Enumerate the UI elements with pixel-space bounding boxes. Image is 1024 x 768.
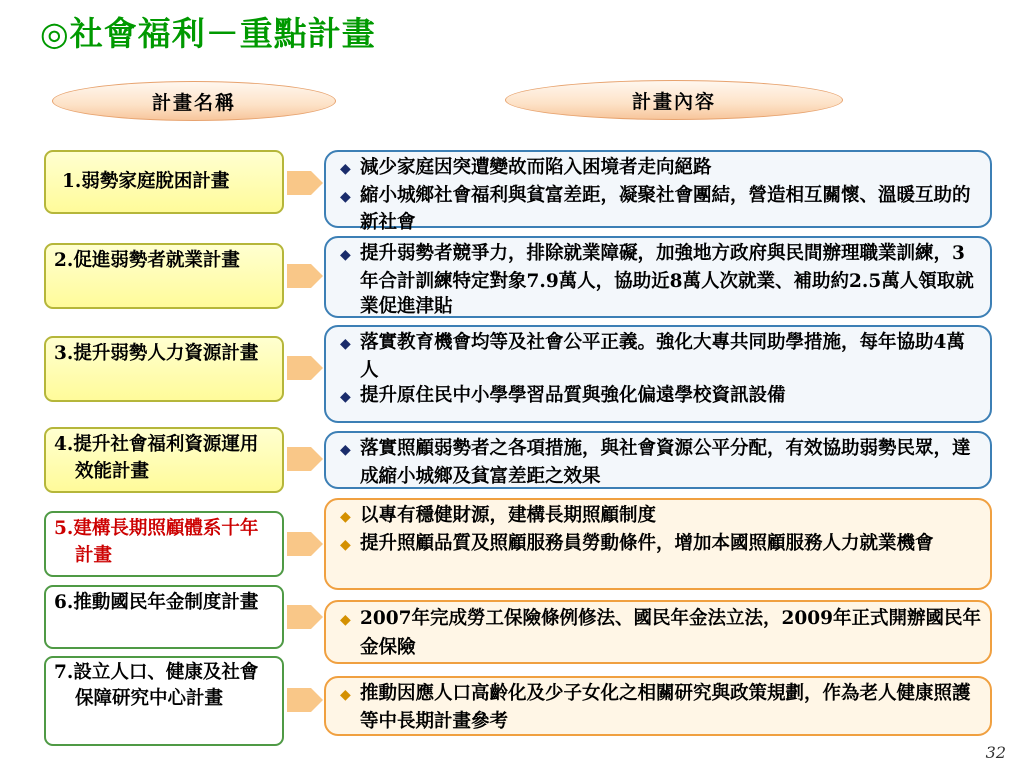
plan-6-bullet-1: 2007年完成勞工保險條例修法、國民年金法立法，2009年正式開辦國民年金保險: [360, 608, 981, 658]
plan-5-bullet-1: 以專有穩健財源，建構長期照顧制度: [360, 505, 657, 526]
plan-name-7-label: 7.設立人口、健康及社會保障研究中心計畫: [54, 662, 259, 709]
plan-content-2: [324, 236, 992, 318]
plan-3-bullet-1: 落實教育機會均等及社會公平正義。強化大專共同助學措施，每年協助4萬人: [360, 332, 965, 381]
diamond-bullet-icon: ◆: [340, 188, 351, 205]
plan-7-bullet-1: 推動因應人口高齡化及少子女化之相關研究與政策規劃，作為老人健康照護等中長期計畫參考: [360, 683, 971, 732]
diamond-bullet-icon: ◆: [340, 536, 351, 553]
plan-2-bullet-1: 提升弱勢者競爭力，排除就業障礙，加強地方政府與民間辦理職業訓練，3年合計訓練特定對象7.9萬人，協助近8萬人次就業、補助約2.5萬人領取就業促進津貼: [360, 243, 974, 317]
diamond-bullet-icon: ◆: [340, 612, 351, 628]
plan-5-bullet-2: 提升照顧品質及照顧服務員勞動條件，增加本國照顧服務人力就業機會: [360, 532, 934, 554]
plan-name-5: [44, 511, 284, 577]
plan-name-1-label: 1.弱勢家庭脫困計畫: [62, 171, 230, 192]
diamond-bullet-icon: ◆: [340, 247, 351, 263]
diamond-bullet-icon: ◆: [340, 442, 351, 458]
plan-name-3-label: 3.提升弱勢人力資源計畫: [54, 343, 259, 364]
plan-name-5-label: 5.建構長期照顧體系十年計畫: [54, 518, 259, 566]
plan-content-3: [324, 325, 992, 423]
arrow-icon: [285, 682, 325, 718]
plan-3-bullet-2: 提升原住民中小學學習品質與強化偏遠學校資訊設備: [360, 385, 786, 406]
plan-1-bullet-1: 減少家庭因突遭變故而陷入困境者走向絕路: [360, 157, 712, 178]
plan-name-2: [44, 243, 284, 309]
diamond-bullet-icon: ◆: [340, 389, 351, 405]
diamond-bullet-icon: ◆: [340, 687, 351, 703]
plan-name-6: [44, 585, 284, 649]
header-plan-name: 計畫名稱: [52, 81, 336, 121]
plan-content-5: [324, 498, 992, 590]
plan-content-4: [324, 431, 992, 489]
arrow-icon: [285, 441, 325, 477]
header-plan-content: 計畫內容: [505, 80, 843, 120]
plan-name-4: [44, 427, 284, 493]
arrow-icon: [285, 350, 325, 386]
plan-content-7: [324, 676, 992, 736]
plan-1-bullet-2: 縮小城鄉社會福利與貧富差距，凝聚社會團結，營造相互關懷、溫暖互助的新社會: [360, 184, 971, 233]
plan-content-1: [324, 150, 992, 233]
plan-name-6-label: 6.推動國民年金制度計畫: [54, 592, 259, 613]
arrow-icon: [285, 599, 325, 635]
page-title: ◎社會福利－重點計畫: [40, 14, 376, 53]
plan-name-1: [44, 150, 284, 214]
plan-content-6: [324, 600, 992, 664]
arrow-icon: [285, 165, 325, 201]
diamond-bullet-icon: ◆: [340, 336, 351, 352]
plan-name-3: [44, 336, 284, 402]
diamond-bullet-icon: ◆: [340, 161, 351, 177]
plan-name-4-label: 4.提升社會福利資源運用效能計畫: [54, 434, 259, 482]
plan-name-2-label: 2.促進弱勢者就業計畫: [54, 250, 240, 271]
diamond-bullet-icon: ◆: [340, 509, 351, 525]
arrow-icon: [285, 258, 325, 294]
arrow-icon: [285, 526, 325, 562]
plan-4-bullet-1: 落實照顧弱勢者之各項措施，與社會資源公平分配，有效協助弱勢民眾，達成縮小城鄉及貧富差距之效果: [360, 438, 971, 487]
page-number: 32: [985, 743, 1006, 762]
plan-name-7: [44, 656, 284, 746]
